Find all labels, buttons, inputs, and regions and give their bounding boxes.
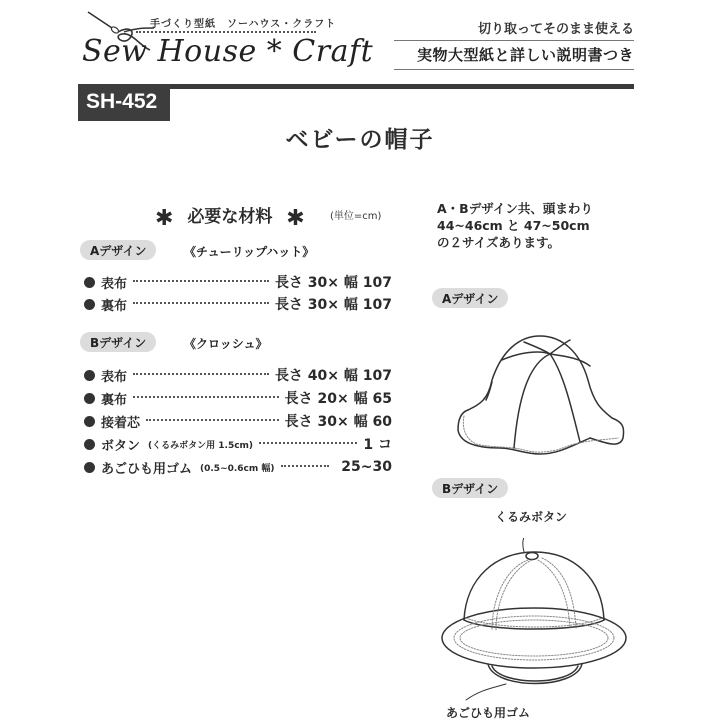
bullet-icon (84, 370, 95, 381)
material-value: 1 コ (363, 437, 392, 453)
material-note: (0.5~0.6cm 幅) (200, 463, 275, 474)
material-row (84, 435, 392, 453)
bullet-icon (84, 416, 95, 427)
material-note: (くるみボタン用 1.5cm) (148, 440, 254, 451)
material-label: 裏布 (101, 298, 128, 314)
size-info-line: 44~46cm と 47~50cm (437, 218, 590, 233)
design-b-badge: Bデザイン (80, 332, 156, 352)
material-label: 裏布 (101, 392, 128, 408)
material-label: あごひも用ゴム (101, 461, 193, 477)
dot-leader (133, 295, 269, 304)
bullet-icon (84, 299, 95, 310)
dot-leader (133, 366, 269, 375)
tagline (394, 18, 634, 70)
materials-heading-text: 必要な材料 (187, 207, 273, 227)
material-label: ボタン (101, 438, 141, 454)
page-title: ベビーの帽子 (285, 127, 435, 153)
size-info-line: A・Bデザイン共、頭まわり (437, 201, 593, 216)
material-row (84, 458, 392, 476)
asterisk-icon: ✱ (155, 206, 174, 231)
asterisk-icon: ✱ (286, 206, 305, 231)
material-label: 接着芯 (101, 415, 141, 431)
cloche-hat-illustration (436, 538, 636, 708)
design-b-name: 《クロッシュ》 (184, 337, 268, 351)
material-value: 長さ 30× 幅 107 (274, 297, 392, 313)
materials-heading (155, 202, 305, 231)
size-info (437, 200, 637, 251)
material-value: 長さ 40× 幅 107 (274, 368, 392, 384)
tagline-line-2: 実物大型紙と詳しい説明書つき (394, 41, 634, 70)
bullet-icon (84, 277, 95, 288)
material-label: 表布 (101, 369, 128, 385)
illus-b-badge: Bデザイン (432, 478, 508, 498)
material-value: 25~30 (341, 459, 392, 475)
material-row (84, 389, 392, 407)
product-code-badge: SH-452 (78, 84, 170, 121)
tulip-hat-illustration (440, 330, 640, 470)
bullet-icon (84, 439, 95, 450)
logo-wordmark: Sew House * Craft (82, 34, 374, 69)
material-label: 表布 (101, 276, 128, 292)
unit-note: (単位=cm) (330, 211, 382, 222)
logo-dotted-rule (136, 31, 316, 33)
dot-leader (259, 435, 357, 444)
brand-logo (78, 6, 374, 72)
elastic-callout: あごひも用ゴム (446, 706, 531, 720)
material-row (84, 366, 392, 384)
dot-leader (146, 412, 279, 421)
material-row (84, 273, 392, 291)
size-info-line: の２サイズあります。 (437, 235, 561, 250)
dot-leader (133, 273, 269, 282)
material-value: 長さ 30× 幅 107 (274, 275, 392, 291)
illus-a-badge: Aデザイン (432, 288, 508, 308)
bullet-icon (84, 462, 95, 473)
design-a-name: 《チューリップハット》 (184, 245, 315, 259)
dot-leader (133, 389, 279, 398)
dot-leader (281, 458, 329, 467)
material-value: 長さ 20× 幅 65 (284, 391, 392, 407)
tagline-line-1: 切り取ってそのまま使える (394, 18, 634, 41)
material-row (84, 412, 392, 430)
material-value: 長さ 30× 幅 60 (284, 414, 392, 430)
design-a-badge: Aデザイン (80, 240, 156, 260)
material-row (84, 295, 392, 313)
bullet-icon (84, 393, 95, 404)
logo-subtitle: 手づくり型紙 ソーハウス・クラフト (150, 19, 337, 30)
button-callout: くるみボタン (495, 510, 568, 524)
